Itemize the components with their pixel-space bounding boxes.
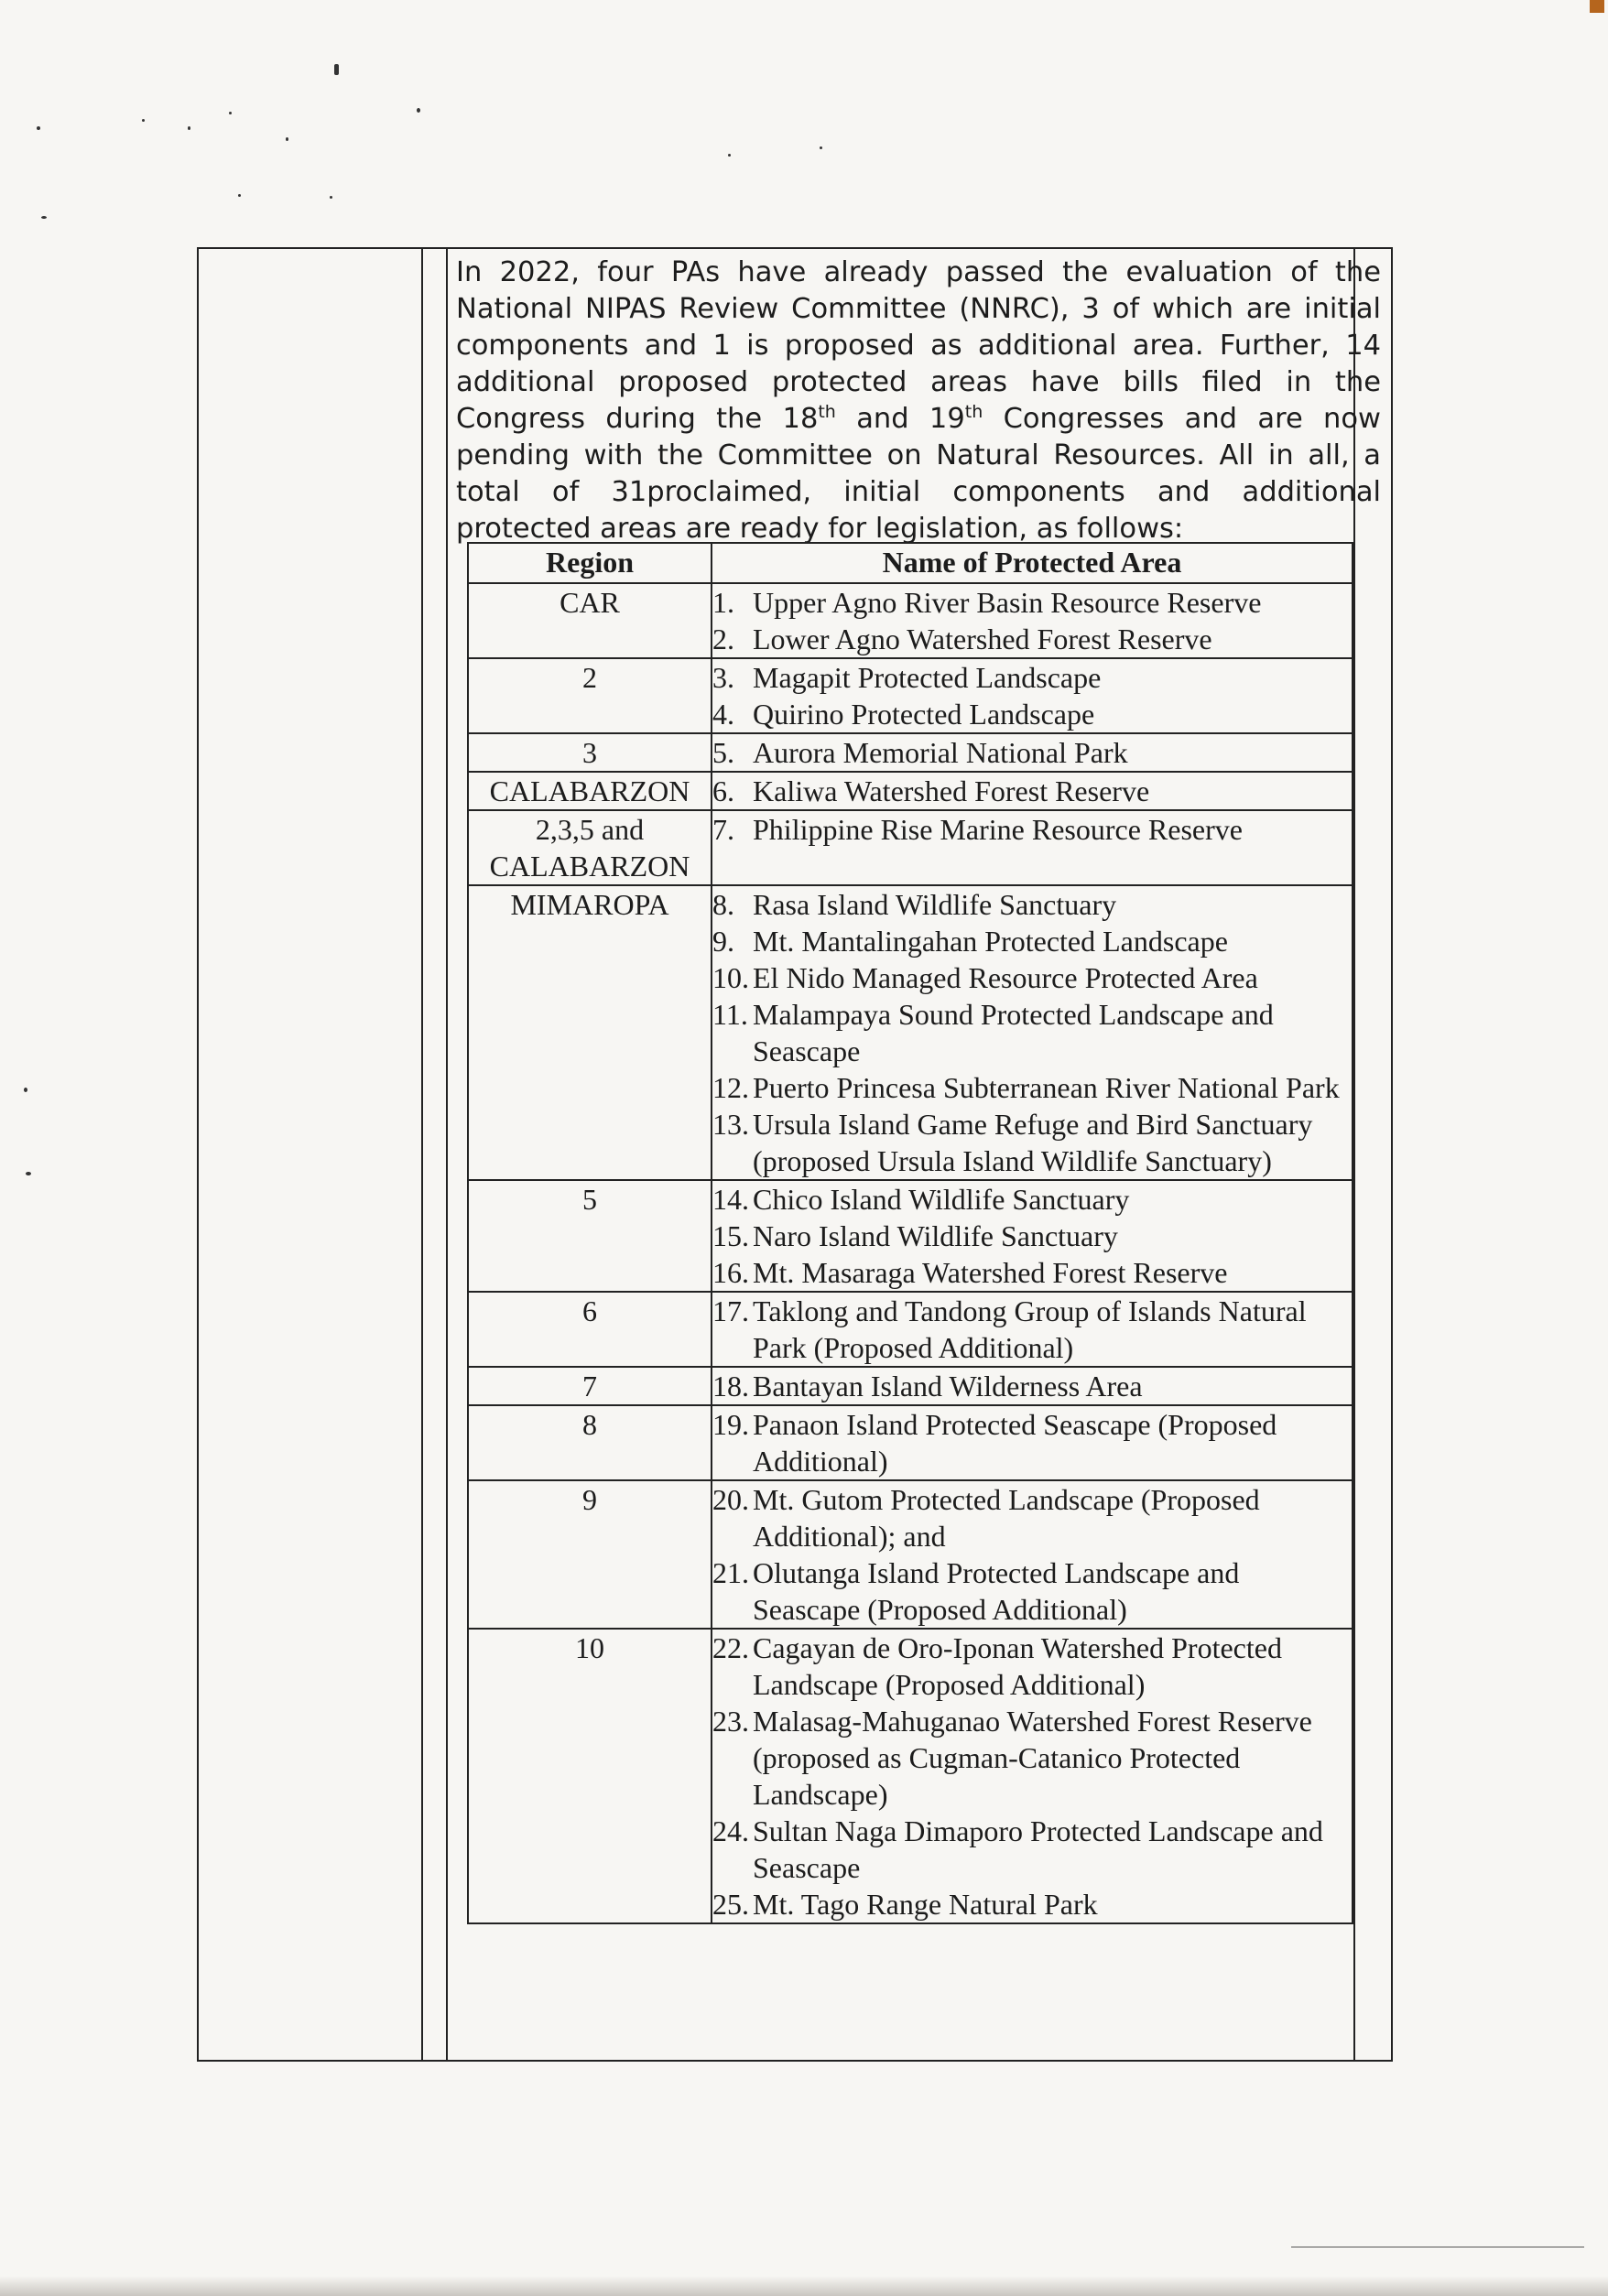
table-row	[468, 772, 1353, 810]
protected-area-name: Mt. Mantalingahan Protected Landscape	[753, 925, 1228, 958]
table-row	[468, 810, 1353, 885]
intro-superscript-1: th	[818, 401, 836, 422]
protected-area-cell	[712, 1292, 1353, 1367]
scan-speck	[286, 137, 288, 141]
list-item	[712, 1293, 1352, 1366]
scan-speck	[37, 126, 40, 130]
table-row	[468, 1292, 1353, 1367]
protected-area-name: Kaliwa Watershed Forest Reserve	[753, 774, 1150, 807]
item-number: 13.	[712, 1108, 749, 1141]
protected-area-cell	[712, 1180, 1353, 1292]
scan-speck	[41, 216, 47, 219]
protected-area-name: Sultan Naga Dimaporo Protected Landscape and Seascape	[753, 1814, 1323, 1884]
list-item	[712, 1254, 1352, 1291]
list-item	[712, 773, 1352, 809]
protected-area-list	[712, 1406, 1352, 1479]
item-number: 23.	[712, 1705, 749, 1738]
list-item	[712, 1703, 1352, 1813]
intro-superscript-2: th	[964, 401, 983, 422]
intro-paragraph	[456, 255, 1381, 547]
protected-area-name: Bantayan Island Wilderness Area	[753, 1370, 1143, 1403]
protected-area-name: Olutanga Island Protected Landscape and Seascape (Proposed Additional)	[753, 1556, 1240, 1626]
protected-area-name: Panaon Island Protected Seascape (Proposed Additional)	[753, 1408, 1277, 1478]
protected-area-cell	[712, 658, 1353, 733]
header-region: Region	[468, 543, 712, 583]
region-cell: 9	[468, 1480, 712, 1629]
scan-speck	[24, 1088, 27, 1092]
region-cell: 2	[468, 658, 712, 733]
scan-speck	[238, 194, 241, 197]
region-cell: 2,3,5 and CALABARZON	[468, 810, 712, 885]
protected-area-cell	[712, 1629, 1353, 1923]
protected-area-list	[712, 1630, 1352, 1922]
protected-area-name: Philippine Rise Marine Resource Reserve	[753, 813, 1243, 846]
protected-area-name: El Nido Managed Resource Protected Area	[753, 961, 1258, 994]
table-row	[468, 733, 1353, 772]
table-row	[468, 583, 1353, 658]
protected-area-list	[712, 584, 1352, 657]
list-item	[712, 923, 1352, 959]
item-number: 12.	[712, 1071, 749, 1104]
protected-area-cell	[712, 733, 1353, 772]
protected-area-list	[712, 1481, 1352, 1628]
list-item	[712, 1218, 1352, 1254]
list-item	[712, 996, 1352, 1069]
table-row	[468, 1405, 1353, 1480]
header-protected-area: Name of Protected Area	[712, 543, 1353, 583]
scan-speck	[820, 146, 822, 149]
list-item	[712, 1368, 1352, 1404]
item-number: 7.	[712, 813, 734, 846]
protected-area-list	[712, 1181, 1352, 1291]
protected-area-name: Mt. Gutom Protected Landscape (Proposed Additional); and	[753, 1483, 1260, 1553]
item-number: 18.	[712, 1370, 749, 1403]
item-number: 22.	[712, 1631, 749, 1664]
item-number: 9.	[712, 925, 734, 958]
list-item	[712, 1813, 1352, 1886]
protected-area-name: Aurora Memorial National Park	[753, 736, 1128, 769]
scan-speck	[417, 108, 420, 113]
region-cell: 10	[468, 1629, 712, 1923]
protected-area-list	[712, 773, 1352, 809]
list-item	[712, 959, 1352, 996]
region-cell: 8	[468, 1405, 712, 1480]
table-row	[468, 1629, 1353, 1923]
intro-text-2: and 19	[835, 403, 965, 435]
item-number: 17.	[712, 1294, 749, 1327]
table-row	[468, 658, 1353, 733]
list-item	[712, 886, 1352, 923]
protected-area-name: Chico Island Wildlife Sanctuary	[753, 1183, 1130, 1216]
table-header-row	[468, 543, 1353, 583]
scan-speck	[188, 126, 190, 130]
region-cell: CALABARZON	[468, 772, 712, 810]
table-row	[468, 1367, 1353, 1405]
region-cell: 3	[468, 733, 712, 772]
protected-area-name: Rasa Island Wildlife Sanctuary	[753, 888, 1117, 921]
table-row	[468, 885, 1353, 1180]
list-item	[712, 621, 1352, 657]
protected-area-list	[712, 659, 1352, 732]
protected-area-name: Lower Agno Watershed Forest Reserve	[753, 623, 1212, 655]
item-number: 14.	[712, 1183, 749, 1216]
item-number: 16.	[712, 1256, 749, 1289]
list-item	[712, 1069, 1352, 1106]
column-divider-left	[421, 249, 423, 2060]
protected-area-cell	[712, 583, 1353, 658]
protected-area-name: Mt. Masaraga Watershed Forest Reserve	[753, 1256, 1228, 1289]
scan-speck	[334, 64, 339, 75]
region-cell: 7	[468, 1367, 712, 1405]
list-item	[712, 734, 1352, 771]
intro-text-1: In 2022, four PAs have already passed the evaluation of the National NIPAS Review Committee (NNRC), 3 of which are initial components and 1 is proposed as additional area. Further, 14 additional proposed protected areas have bills filed in the Congress during the 18	[456, 256, 1381, 435]
item-number: 24.	[712, 1814, 749, 1847]
protected-area-name: Magapit Protected Landscape	[753, 661, 1102, 694]
list-item	[712, 584, 1352, 621]
scan-speck	[728, 154, 731, 157]
protected-area-list	[712, 734, 1352, 771]
protected-area-list	[712, 811, 1352, 848]
list-item	[712, 659, 1352, 696]
protected-area-list	[712, 1368, 1352, 1404]
protected-area-cell	[712, 1405, 1353, 1480]
list-item	[712, 811, 1352, 848]
item-number: 10.	[712, 961, 749, 994]
protected-areas-table	[467, 542, 1353, 1924]
scan-speck	[142, 119, 145, 122]
list-item	[712, 696, 1352, 732]
corner-tab-mark	[1590, 0, 1604, 13]
protected-area-name: Cagayan de Oro-Iponan Watershed Protected Landscape (Proposed Additional)	[753, 1631, 1282, 1701]
item-number: 19.	[712, 1408, 749, 1441]
item-number: 25.	[712, 1888, 749, 1921]
scan-speck	[26, 1172, 31, 1175]
region-cell: CAR	[468, 583, 712, 658]
scan-speck	[229, 112, 232, 114]
item-number: 21.	[712, 1556, 749, 1589]
item-number: 20.	[712, 1483, 749, 1516]
scan-bottom-edge	[0, 2276, 1608, 2296]
region-cell: MIMAROPA	[468, 885, 712, 1180]
item-number: 3.	[712, 661, 734, 694]
item-number: 2.	[712, 623, 734, 655]
table-row	[468, 1180, 1353, 1292]
protected-area-cell	[712, 1367, 1353, 1405]
list-item	[712, 1554, 1352, 1628]
item-number: 4.	[712, 698, 734, 731]
item-number: 15.	[712, 1219, 749, 1252]
protected-area-cell	[712, 1480, 1353, 1629]
region-cell: 5	[468, 1180, 712, 1292]
protected-area-name: Quirino Protected Landscape	[753, 698, 1095, 731]
protected-area-name: Taklong and Tandong Group of Islands Natural Park (Proposed Additional)	[753, 1294, 1307, 1364]
protected-area-cell	[712, 885, 1353, 1180]
column-divider-inner	[446, 249, 448, 2060]
protected-area-list	[712, 1293, 1352, 1366]
list-item	[712, 1406, 1352, 1479]
list-item	[712, 1181, 1352, 1218]
protected-area-list	[712, 886, 1352, 1179]
protected-area-cell	[712, 772, 1353, 810]
item-number: 5.	[712, 736, 734, 769]
list-item	[712, 1886, 1352, 1922]
intro-text-3: Congresses and are now pending with the Committee on Natural Resources. All in all, a total of 31proclaimed, initial components and additional protected areas are ready for legislation, as follows:	[456, 403, 1381, 545]
table-row	[468, 1480, 1353, 1629]
protected-area-name: Mt. Tago Range Natural Park	[753, 1888, 1098, 1921]
protected-area-name: Upper Agno River Basin Resource Reserve	[753, 586, 1262, 619]
item-number: 1.	[712, 586, 734, 619]
protected-area-name: Puerto Princesa Subterranean River National Park	[753, 1071, 1340, 1104]
protected-area-name: Malasag-Mahuganao Watershed Forest Reserve (proposed as Cugman-Catanico Protected Landscape)	[753, 1705, 1312, 1811]
list-item	[712, 1630, 1352, 1703]
region-cell: 6	[468, 1292, 712, 1367]
scan-speck	[330, 196, 332, 199]
protected-area-cell	[712, 810, 1353, 885]
item-number: 6.	[712, 774, 734, 807]
list-item	[712, 1481, 1352, 1554]
protected-area-name: Malampaya Sound Protected Landscape and Seascape	[753, 998, 1274, 1067]
item-number: 8.	[712, 888, 734, 921]
item-number: 11.	[712, 998, 748, 1031]
list-item	[712, 1106, 1352, 1179]
protected-area-name: Naro Island Wildlife Sanctuary	[753, 1219, 1118, 1252]
protected-area-name: Ursula Island Game Refuge and Bird Sanctuary (proposed Ursula Island Wildlife Sanctuary)	[753, 1108, 1313, 1177]
